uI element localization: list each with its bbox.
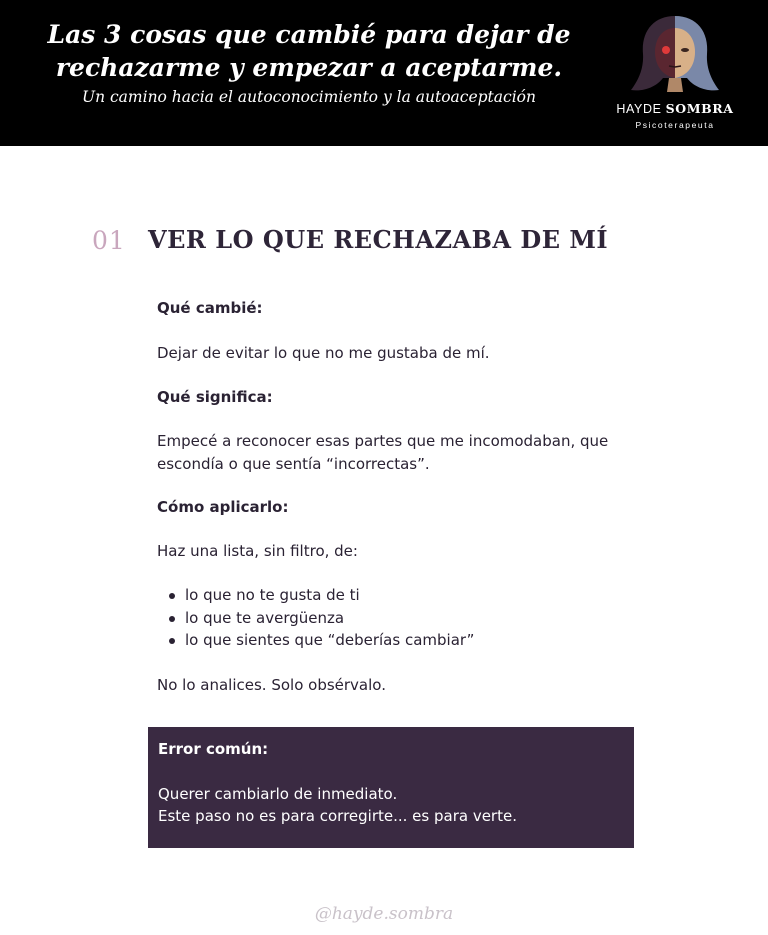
apply-heading: Cómo aplicarlo:	[157, 498, 289, 516]
list-item: lo que te avergüenza	[157, 607, 474, 630]
title-line-2: rechazarme y empezar a aceptarme.	[55, 53, 563, 82]
page-title	[44, 18, 574, 84]
brand-name	[600, 101, 750, 116]
meaning-heading: Qué significa:	[157, 388, 273, 406]
brand-name-first: HAYDE	[616, 102, 662, 116]
brand-logo	[600, 12, 750, 136]
changed-heading: Qué cambié:	[157, 299, 263, 317]
footer-handle: @hayde.sombra	[314, 904, 454, 924]
section-title: VER LO QUE RECHAZABA DE MÍ	[148, 225, 609, 254]
error-line-1: Querer cambiarlo de inmediato.	[158, 785, 398, 803]
list-item: lo que sientes que “deberías cambiar”	[157, 629, 474, 652]
title-line-1: Las 3 cosas que cambié para dejar de	[47, 20, 571, 49]
closing-text: No lo analices. Solo obsérvalo.	[157, 676, 386, 694]
header-banner	[0, 0, 768, 146]
brand-role: Psicoterapeuta	[635, 120, 715, 130]
bullet-list	[157, 584, 474, 652]
error-line-2: Este paso no es para corregirte... es para verte.	[158, 807, 517, 825]
meaning-line-1: Empecé a reconocer esas partes que me incomodaban, que	[157, 432, 609, 450]
list-item: lo que no te gusta de ti	[157, 584, 474, 607]
changed-text: Dejar de evitar lo que no me gustaba de mí.	[157, 344, 490, 362]
common-error-callout	[148, 727, 634, 848]
page-subtitle: Un camino hacia el autoconocimiento y la autoaceptación	[82, 88, 536, 106]
error-heading: Error común:	[158, 740, 269, 758]
apply-text: Haz una lista, sin filtro, de:	[157, 542, 358, 560]
meaning-line-2: escondía o que sentía “incorrectas”.	[157, 455, 430, 473]
brand-name-second: SOMBRA	[665, 101, 734, 116]
logo-portrait-icon	[627, 12, 723, 98]
section-number: 01	[92, 226, 126, 255]
